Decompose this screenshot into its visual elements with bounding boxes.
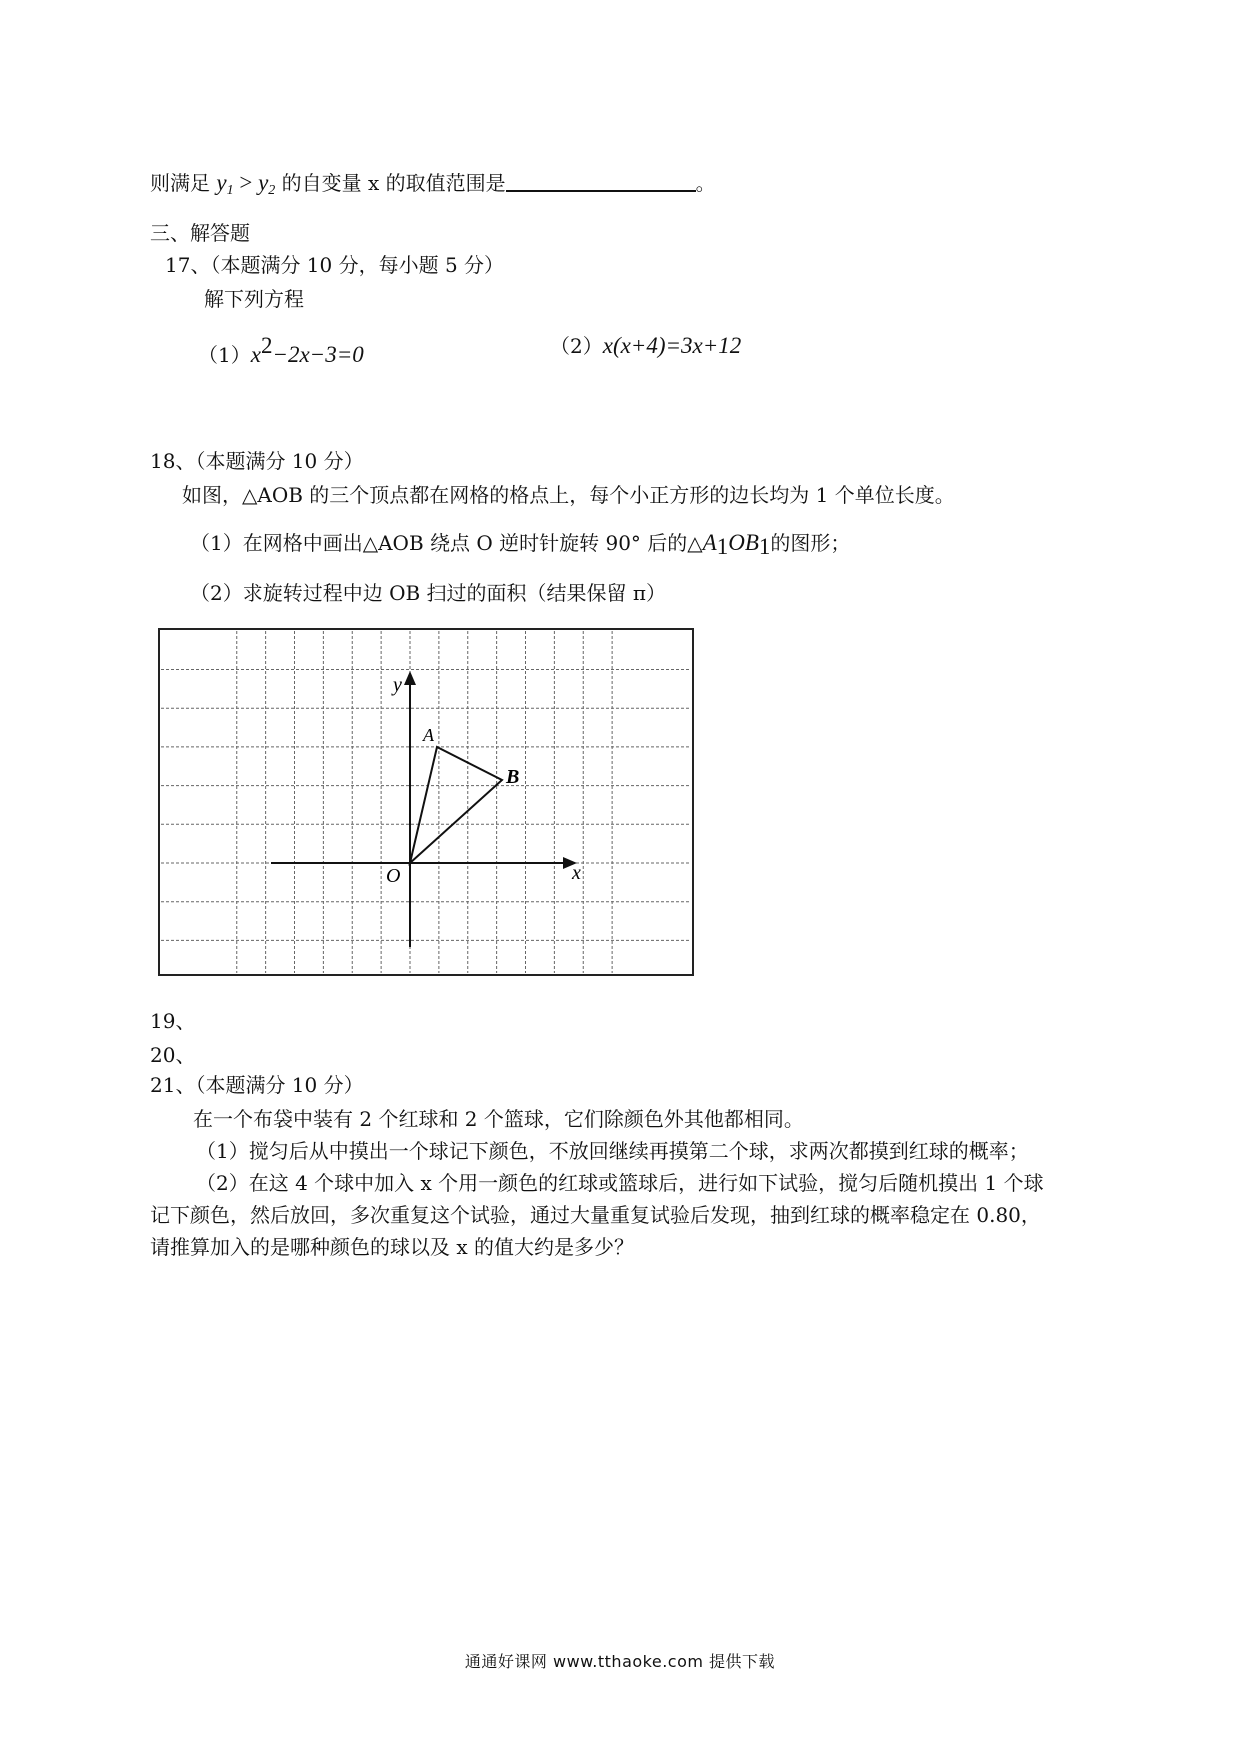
q18-part1: （1）在网格中画出△AOB 绕点 O 逆时针旋转 90° 后的$\triangle A_1OB_1$的图形； <box>190 530 851 559</box>
q17-header: 17、（本题满分 10 分，每小题 5 分） <box>165 253 505 277</box>
label-a: A <box>423 725 434 745</box>
y1-symbol: $y_1$ <box>216 170 234 198</box>
label-x: x <box>572 862 581 884</box>
q19-label: 19、 <box>150 1009 196 1033</box>
grid-figure <box>157 627 697 982</box>
label-y: y <box>393 674 402 696</box>
q21-part2-line3: 请推算加入的是哪种颜色的球以及 x 的值大约是多少？ <box>150 1235 634 1259</box>
footer-credit: 通通好课网 www.tthaoke.com 提供下载 <box>464 1652 776 1671</box>
q17-instruction: 解下列方程 <box>204 287 304 311</box>
label-o: O <box>386 865 401 887</box>
q21-part1: （1）搅匀后从中摸出一个球记下颜色，不放回继续再摸第二个球，求两次都摸到红球的概率； <box>196 1139 1029 1163</box>
q18-part2: （2）求旋转过程中边 OB 扫过的面积（结果保留 π） <box>190 581 667 605</box>
section-title: 三、解答题 <box>150 221 250 245</box>
y2-symbol: $y_2$ <box>258 170 276 198</box>
q16-tail-line: 则满足 $y_1 > y_2$ 的自变量 x 的取值范围是 。 <box>150 170 716 198</box>
q21-intro: 在一个布袋中装有 2 个红球和 2 个篮球，它们除颜色外其他都相同。 <box>193 1107 804 1131</box>
grid-border <box>159 629 693 975</box>
q21-part2-line2: 记下颜色，然后放回，多次重复这个试验，通过大量重复试验后发现，抽到红球的概率稳定在 0.80， <box>150 1203 1041 1227</box>
q17-part1: $(1)x^2-2x-3=0$ <box>198 333 364 367</box>
q21-header: 21、（本题满分 10 分） <box>150 1073 364 1097</box>
q21-part2-line1: （2）在这 4 个球中加入 x 个用一颜色的红球或篮球后，进行如下试验，搅匀后随机摸出 1 个球 <box>196 1171 1044 1195</box>
q20-label: 20、 <box>150 1043 196 1067</box>
q18-header: 18、（本题满分 10 分） <box>150 449 364 473</box>
answer-blank <box>506 170 696 192</box>
label-b: B <box>506 766 520 788</box>
q18-intro: 如图，△AOB 的三个顶点都在网格的格点上，每个小正方形的边长均为 1 个单位长度。 <box>182 483 955 507</box>
q17-part2: （2）x(x+4)=3x+12 <box>550 333 742 358</box>
